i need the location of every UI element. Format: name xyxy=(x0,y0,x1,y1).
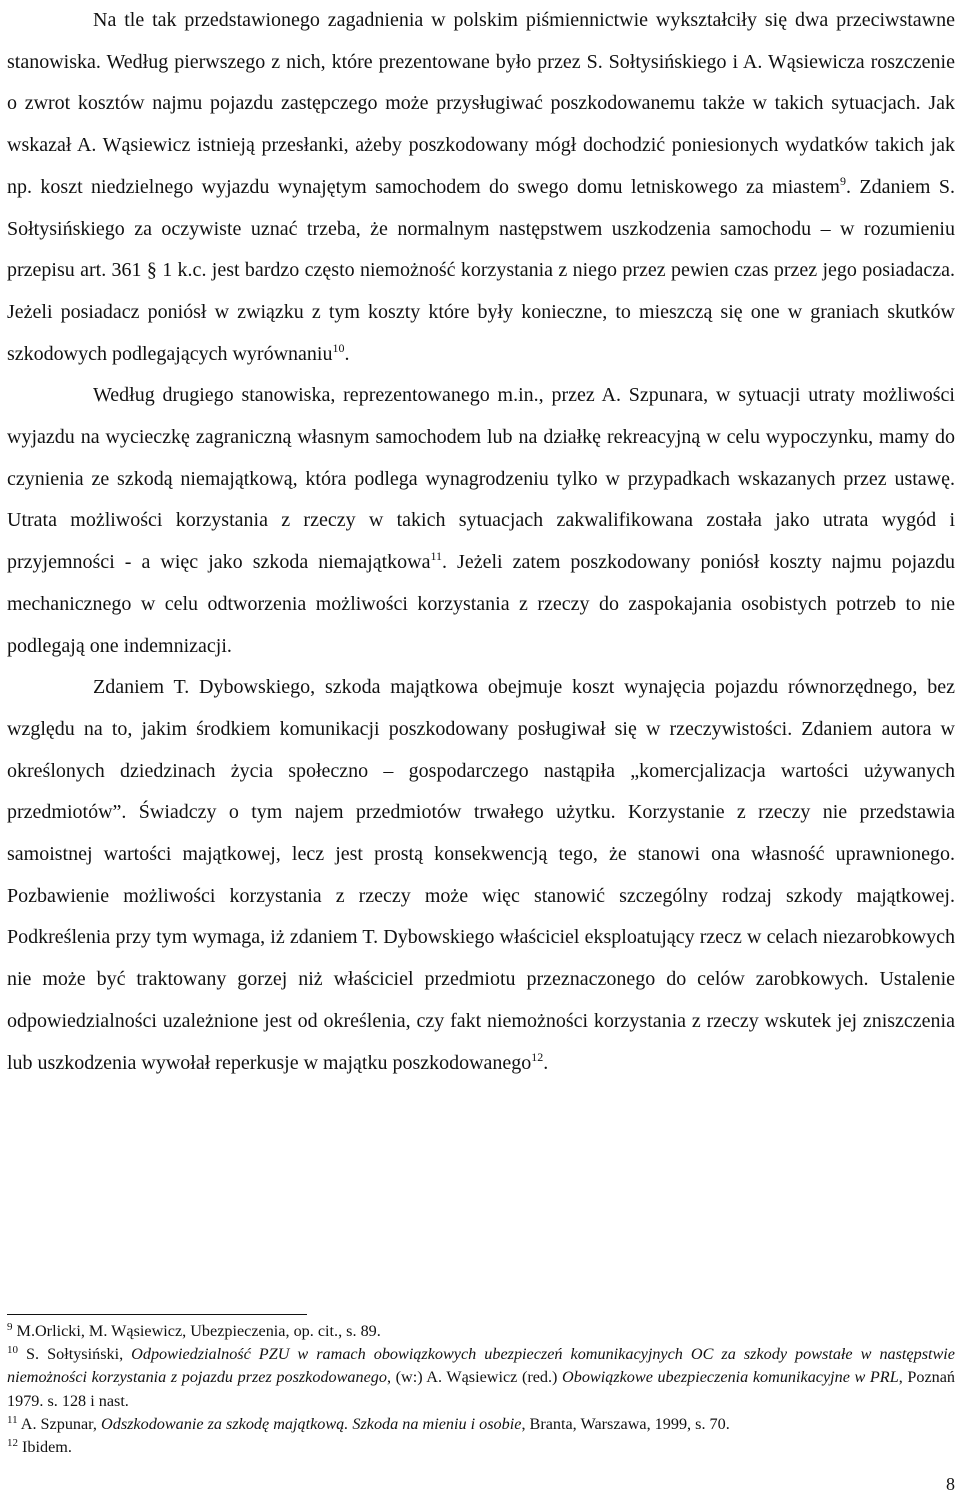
footnote-text: M.Orlicki, M. Wąsiewicz, Ubezpieczenia, op. cit., s. 89. xyxy=(16,1322,381,1340)
footnote-text: , (w:) A. Wąsiewicz (red.) xyxy=(387,1368,563,1387)
footnote-ref: 12 xyxy=(531,1049,544,1064)
paragraph-text: . xyxy=(344,342,350,365)
paragraph-3 xyxy=(7,667,955,1084)
footnote-separator xyxy=(7,1314,307,1315)
footnote-number: 12 xyxy=(7,1437,18,1450)
paragraph-text: . Jeżeli zatem poszkodowany poniósł koszty najmu pojazdu mechanicznego w celu odtworzenia możliwości korzystania z rzeczy do zaspokajania osobistych potrzeb to nie podlegają one indemnizacji. xyxy=(7,551,955,657)
paragraph-text: Według drugiego stanowiska, reprezentowanego m.in., przez A. Szpunara, w sytuacji utraty możliwości wyjazdu na wycieczkę zagraniczną własnym samochodem lub na działkę rekreacyjną w celu wypoczynku, mamy do czynienia ze szkodą niemajątkową, która podlega wynagrodzeniu tylko w przypadkach wskazanych przez ustawę. Utrata możliwości korzystania z rzeczy w takich sytuacjach zakwalifikowana została jako utrata wygód i przyjemności - a więc jako szkoda niemajątkowa xyxy=(7,384,955,574)
document-page xyxy=(7,0,955,1505)
footnote-11 xyxy=(7,1413,955,1436)
footnote-title: Odpowiedzialność PZU w ramach obowiązkowych ubezpieczeń komunikacyjnych OC za szkody powstałe w następstwie niemożności korzystania z pojazdu przez poszkodowanego xyxy=(7,1345,955,1387)
footnote-ref: 11 xyxy=(430,549,443,564)
paragraph-text: . Zdaniem S. Sołtysińskiego za oczywiste uznać trzeba, że normalnym następstwem uszkodzenia samochodu – w rozumieniu przepisu art. 361 § 1 k.c. jest bardzo często niemożność korzystania z niego przez pewien czas przez jego posiadacza. Jeżeli posiadacz poniósł w związku z tym koszty które były konieczne, to mieszczą się one w graniach skutków szkodowych podlegających wyrównaniu xyxy=(7,175,955,365)
paragraph-1 xyxy=(7,0,955,375)
footnote-text: Ibidem. xyxy=(22,1438,72,1457)
footnote-text: A. Szpunar, xyxy=(20,1414,102,1433)
footnote-ref: 10 xyxy=(332,340,345,355)
footnote-10 xyxy=(7,1343,955,1413)
main-text xyxy=(7,0,955,1084)
footnote-number: 9 xyxy=(7,1321,13,1333)
footnote-9 xyxy=(7,1320,955,1343)
footnote-12 xyxy=(7,1436,955,1459)
footnotes xyxy=(7,1320,955,1459)
paragraph-text: Zdaniem T. Dybowskiego, szkoda majątkowa obejmuje koszt wynajęcia pojazdu równorzędnego, bez względu na to, jakim środkiem komunikacji poszkodowany posługiwał się w rzeczywistości. Zdaniem autora w określonych dziedzinach życia społeczno – gospodarczego nastąpiła „komercjalizacja wartości używanych przedmiotów”. Świadczy o tym najem przedmiotów trwałego użytku. Korzystanie z rzeczy nie przedstawia samoistnej wartości majątkowej, lecz jest prostą konsekwencją tego, że stanowi ona własność uprawnionego. Pozbawienie możliwości korzystania z rzeczy może więc stanowić szczególny rodzaj szkody majątkowej. Podkreślenia przy tym wymaga, iż zdaniem T. Dybowskiego właściciel eksploatujący rzecz w celach niezarobkowych nie może być traktowany gorzej niż właściciel przedmiotu przeznaczonego do celów zarobkowych. Ustalenie odpowiedzialności uzależnione jest od określenia, czy fakt niemożności korzystania z rzeczy wskutek jej zniszczenia lub uszkodzenia wywołał reperkusje w majątku poszkodowanego xyxy=(7,676,955,1074)
paragraph-2 xyxy=(7,375,955,667)
footnote-number: 10 xyxy=(7,1344,18,1357)
footnote-text: S. Sołtysiński, xyxy=(26,1345,132,1364)
footnote-title: Odszkodowanie za szkodę majątkową. Szkoda na mieniu i osobie xyxy=(101,1414,522,1433)
paragraph-text: . xyxy=(543,1051,549,1074)
page-number: 8 xyxy=(946,1474,955,1494)
paragraph-text: Na tle tak przedstawionego zagadnienia w polskim piśmiennictwie wykształciły się dwa przeciwstawne stanowiska. Według pierwszego z nich, które prezentowane było przez S. Sołtysińskiego i A. Wąsiewicza roszczenie o zwrot kosztów najmu pojazdu zastępczego może przysługiwać poszkodowanemu także w takich sytuacjach. Jak wskazał A. Wąsiewicz istnieją przesłanki, ażeby poszkodowany mógł dochodzić poniesionych wydatków takich jak np. koszt niedzielnego wyjazdu wynajętym samochodem do swego domu letniskowego za miastem xyxy=(7,9,955,198)
footnote-text: , Branta, Warszawa, 1999, s. 70. xyxy=(521,1414,730,1433)
footnote-number: 11 xyxy=(7,1413,18,1426)
footnote-ref: 9 xyxy=(839,173,846,188)
footnote-title: Obowiązkowe ubezpieczenia komunikacyjne w PRL xyxy=(562,1368,899,1387)
footnote-text: , Poznań 1979. s. 128 i nast. xyxy=(7,1368,955,1410)
